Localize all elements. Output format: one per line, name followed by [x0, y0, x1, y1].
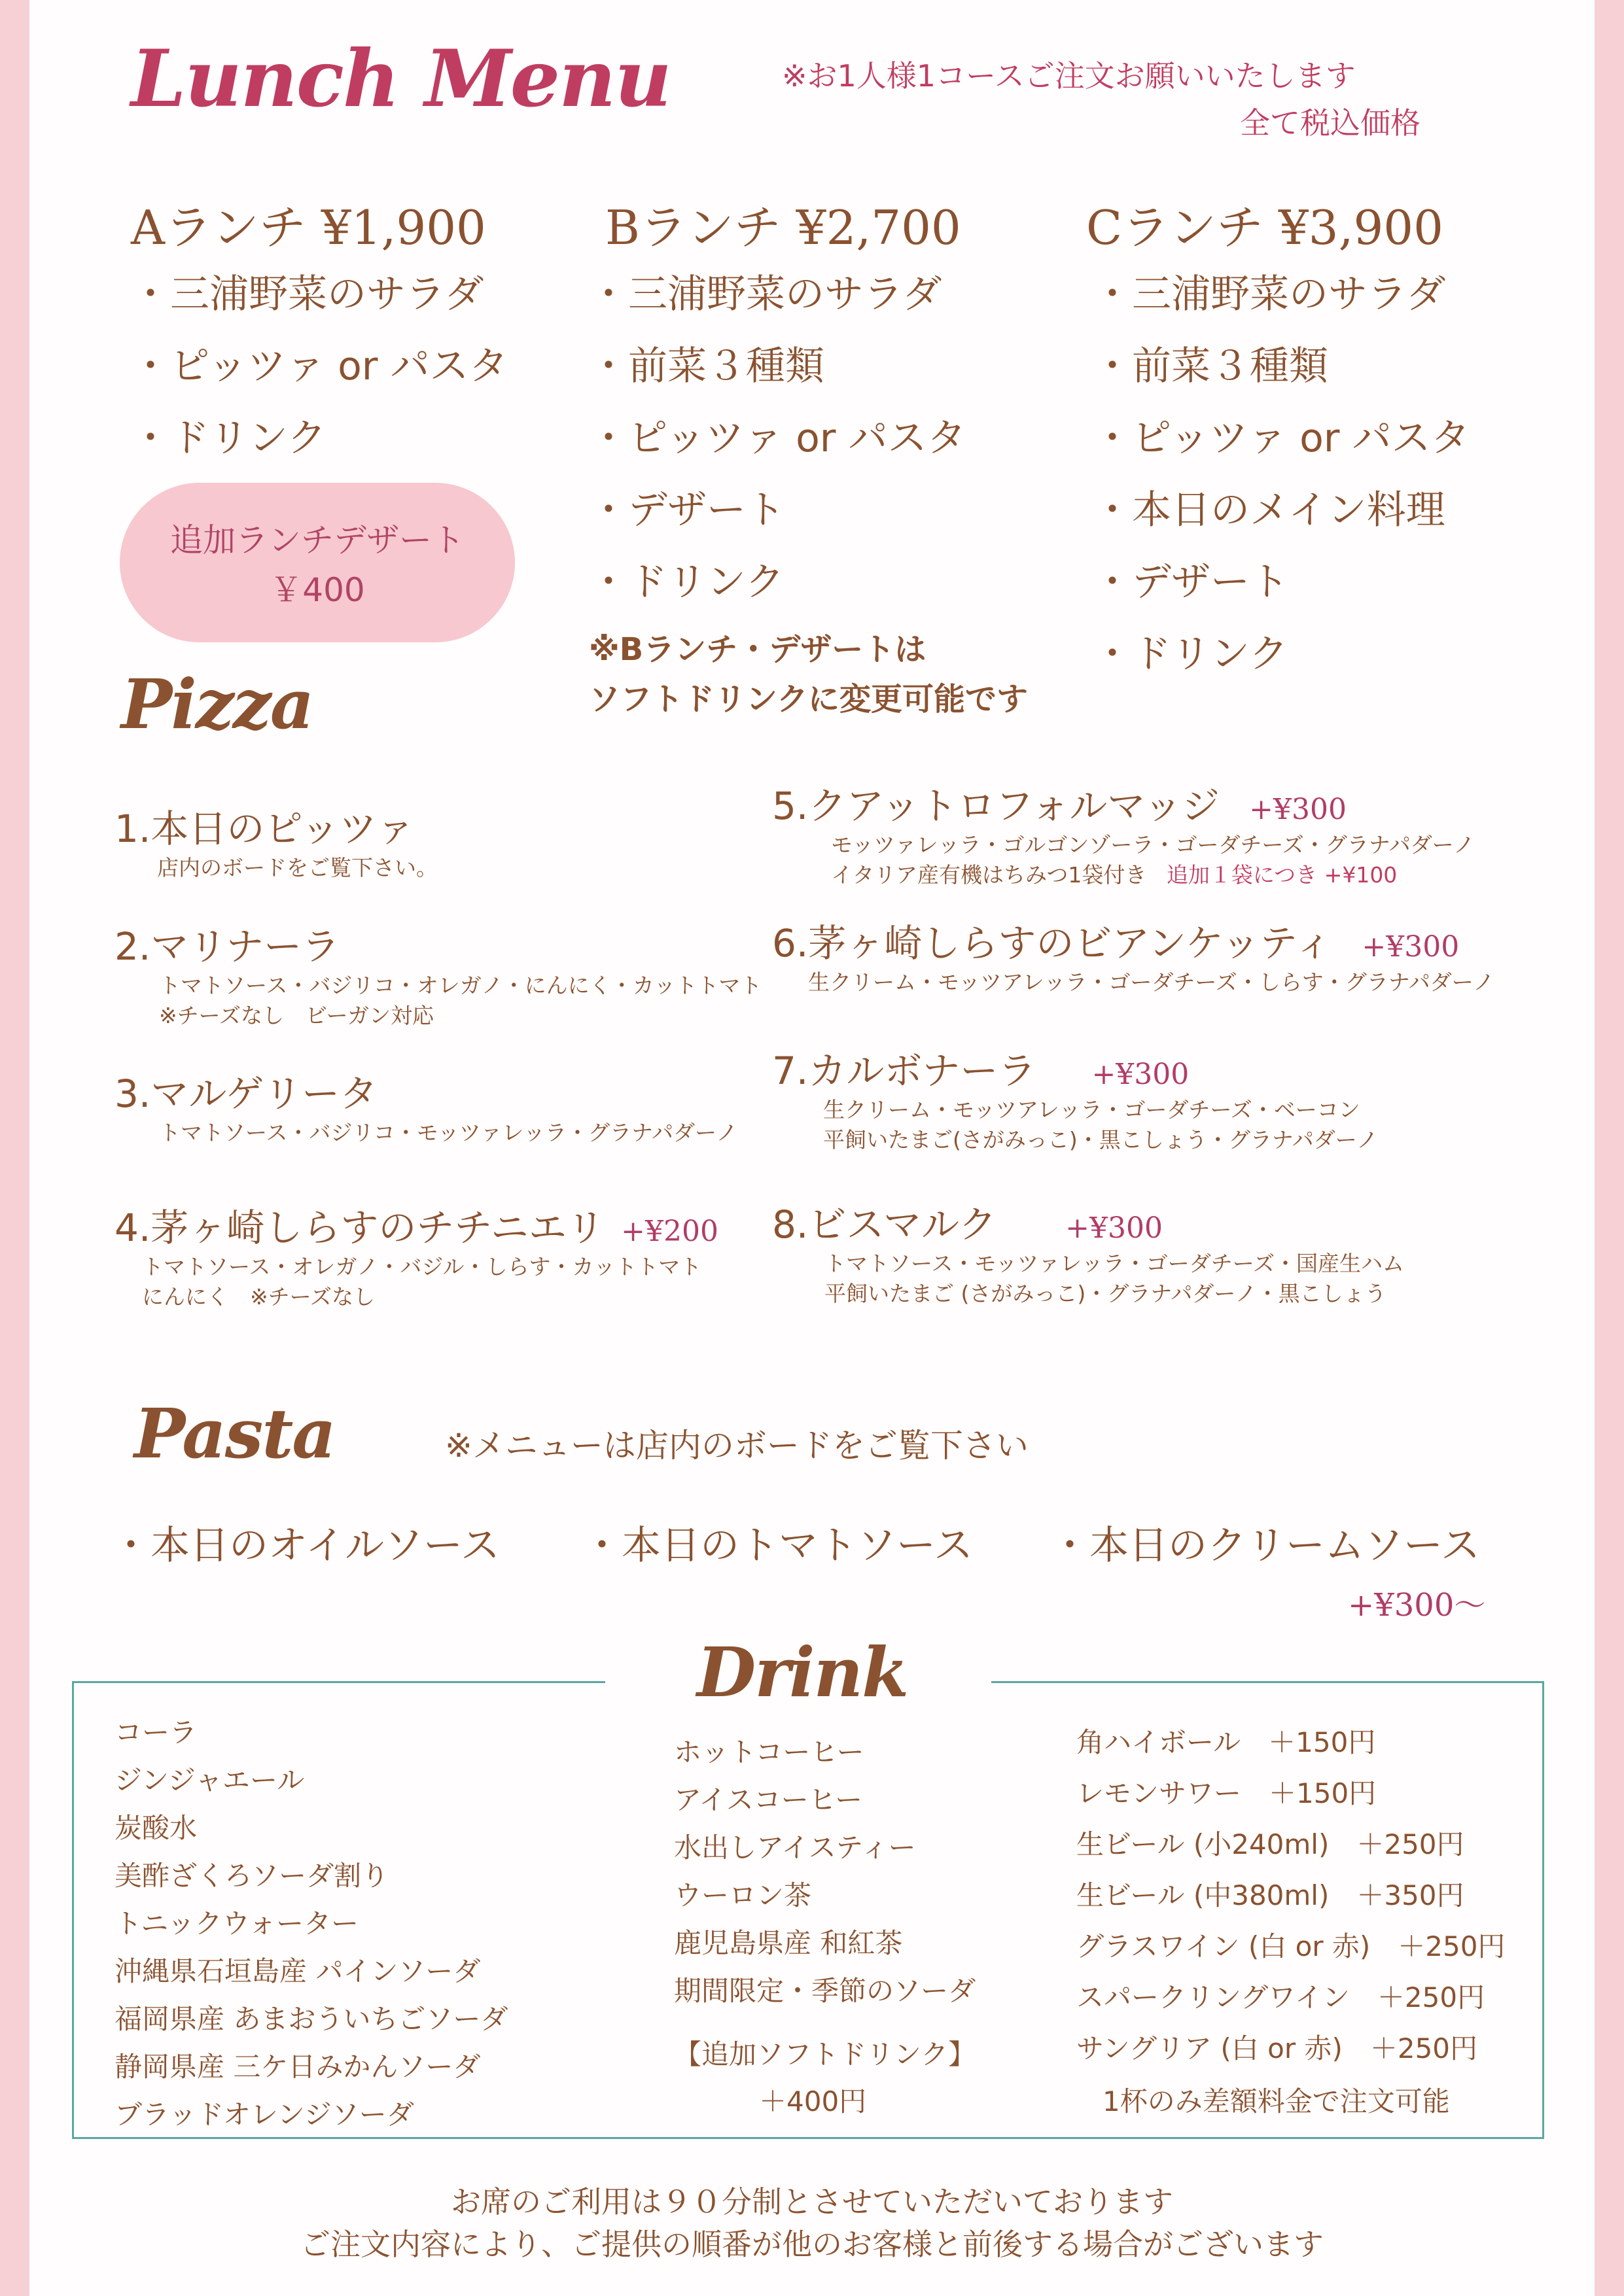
- list-item: トニックウォーター: [115, 1907, 359, 1939]
- pizza-name: 2.マリナーラ: [115, 924, 340, 969]
- top-note-order: ※お1人様1コースご注文お願いいたします: [782, 58, 1356, 94]
- pizza-desc: イタリア産有機はちみつ1袋付き: [831, 862, 1147, 888]
- pizza-price: +¥200: [621, 1215, 718, 1248]
- list-item: ・三浦野菜のサラダ: [131, 271, 484, 317]
- list-item: 生ビール (小240ml) ＋250円: [1076, 1828, 1464, 1860]
- pizza-item-1: [115, 798, 438, 883]
- pizza-name: 4.茅ヶ崎しらすのチチニエリ: [115, 1206, 605, 1250]
- list-item: サングリア (白 or 赤) ＋250円: [1076, 2032, 1478, 2064]
- lunch-a-title: Aランチ ¥1,900: [131, 200, 486, 255]
- pasta-oil: ・本日のオイルソース: [111, 1523, 500, 1569]
- alcohol-note: 1杯のみ差額料金で注文可能: [1103, 2085, 1450, 2117]
- lunch-c-items: [1093, 258, 1470, 690]
- pizza-item-3: [115, 1063, 737, 1148]
- list-item: ・デザート: [1093, 559, 1289, 605]
- b-lunch-note: [589, 625, 1028, 724]
- pizza-name: 5.クアットロフォルマッジ: [772, 784, 1220, 828]
- pizza-name: 7.カルボナーラ: [772, 1049, 1036, 1093]
- pasta-note: ※メニューは店内のボードをご覧下さい: [445, 1427, 1029, 1465]
- list-item: 福岡県産 あまおういちごソーダ: [115, 2003, 508, 2035]
- pizza-price: +¥300: [1065, 1211, 1163, 1245]
- pasta-heading: Pasta: [134, 1393, 335, 1474]
- pizza-item-4: [115, 1197, 718, 1312]
- pizza-name: 6.茅ヶ崎しらすのビアンケッティ: [772, 921, 1333, 965]
- list-item: 炭酸水: [115, 1812, 198, 1844]
- list-item: ・前菜３種類: [589, 343, 824, 389]
- pizza-desc: ※チーズなし ビーガン対応: [159, 1003, 434, 1028]
- list-item: コーラ: [115, 1716, 198, 1748]
- list-item: ・デザート: [589, 487, 785, 533]
- pasta-cream-price: +¥300〜: [1348, 1587, 1486, 1624]
- drink-heading: Drink: [697, 1632, 908, 1713]
- list-item: 沖縄県石垣島産 パインソーダ: [115, 1955, 481, 1987]
- list-item: スパークリングワイン ＋250円: [1076, 1981, 1485, 2013]
- pizza-item-8: [772, 1194, 1404, 1309]
- lunch-c-title: Cランチ ¥3,900: [1086, 200, 1443, 255]
- pizza-item-5: [772, 775, 1475, 890]
- list-item: ・ピッツァ or パスタ: [1093, 415, 1470, 461]
- addon-label: 追加ランチデザート: [170, 521, 465, 559]
- list-item: 鹿児島県産 和紅茶: [674, 1927, 903, 1959]
- addon-dessert-badge: [120, 483, 515, 642]
- list-item: 生ビール (中380ml) ＋350円: [1076, 1879, 1464, 1911]
- list-item: 水出しアイスティー: [674, 1832, 916, 1864]
- list-item: ・ドリンク: [1093, 631, 1288, 677]
- footer-line-1: お席のご利用は９０分制とさせていただいております: [451, 2184, 1173, 2219]
- pasta-cream: ・本日のクリームソース: [1050, 1523, 1480, 1569]
- list-item: 静岡県産 三ケ日みかんソーダ: [115, 2051, 481, 2083]
- pizza-desc: モッツァレッラ・ゴルゴンゾーラ・ゴーダチーズ・グラナパダーノ: [831, 832, 1475, 858]
- footer-line-2: ご注文内容により、ご提供の順番が他のお客様と前後する場合がございます: [300, 2227, 1324, 2262]
- page-title: Lunch Menu: [131, 33, 671, 125]
- pizza-name: 1.本日のピッツァ: [115, 807, 415, 851]
- list-item: アイスコーヒー: [674, 1784, 863, 1816]
- pizza-item-6: [772, 913, 1494, 998]
- pizza-price: +¥300: [1091, 1058, 1190, 1091]
- pizza-desc: トマトソース・バジリコ・モッツァレッラ・グラナパダーノ: [159, 1120, 738, 1145]
- list-item: ・三浦野菜のサラダ: [1093, 271, 1446, 317]
- pizza-desc: トマトソース・バジリコ・オレガノ・にんにく・カットトマト: [159, 973, 762, 998]
- drink-col-coffee-tea: [674, 1728, 976, 2015]
- pizza-price: +¥300: [1362, 930, 1460, 964]
- list-item: 美酢ざくろソーダ割り: [115, 1860, 389, 1892]
- pizza-item-2: [115, 916, 762, 1031]
- pizza-desc: トマトソース・モッツァレッラ・ゴーダチーズ・国産生ハム: [824, 1251, 1405, 1276]
- b-note-line1: ※Bランチ・デザートは: [589, 631, 927, 668]
- drink-col-alcohol: [1076, 1717, 1505, 2074]
- extra-soft-drink-price: ＋400円: [759, 2085, 867, 2117]
- pizza-desc: 平飼いたまご(さがみっこ)・黒こしょう・グラナパダーノ: [823, 1127, 1379, 1153]
- list-item: ・ドリンク: [131, 415, 327, 461]
- pizza-heading: Pizza: [121, 664, 313, 744]
- lunch-b-title: Bランチ ¥2,700: [605, 200, 961, 255]
- list-item: ・前菜３種類: [1093, 343, 1328, 389]
- list-item: ・ピッツァ or パスタ: [589, 415, 966, 461]
- pizza-desc: トマトソース・オレガノ・バジル・しらす・カットトマト: [142, 1254, 702, 1279]
- list-item: ウーロン茶: [674, 1879, 812, 1911]
- pizza-name: 3.マルゲリータ: [115, 1071, 378, 1116]
- top-note-tax: 全て税込価格: [1240, 105, 1421, 141]
- list-item: ・ピッツァ or パスタ: [131, 343, 508, 389]
- pasta-tomato: ・本日のトマトソース: [582, 1523, 973, 1569]
- pizza-desc: 生クリーム・モッツアレッラ・ゴーダチーズ・しらす・グラナパダーノ: [808, 969, 1495, 995]
- pizza-honey-extra: 追加１袋につき +¥100: [1166, 862, 1398, 888]
- pizza-desc: 生クリーム・モッツアレッラ・ゴーダチーズ・ベーコン: [823, 1097, 1360, 1122]
- pizza-price: +¥300: [1249, 793, 1347, 826]
- addon-price: ￥400: [270, 571, 365, 609]
- pizza-desc: 店内のボードをご覧下さい。: [157, 855, 438, 880]
- b-note-line2: ソフトドリンクに変更可能です: [589, 681, 1029, 718]
- list-item: ブラッドオレンジソーダ: [115, 2098, 414, 2131]
- list-item: ・本日のメイン料理: [1093, 487, 1445, 533]
- pizza-desc: 平飼いたまご (さがみっこ)・グラナパダーノ・黒こしょう: [824, 1281, 1386, 1306]
- lunch-b-items: [589, 258, 966, 618]
- pizza-desc: にんにく ※チーズなし: [142, 1284, 376, 1310]
- drink-col-soft: [115, 1709, 508, 2138]
- extra-soft-drink-label: 【追加ソフトドリンク】: [674, 2038, 976, 2070]
- list-item: ・三浦野菜のサラダ: [589, 271, 942, 317]
- list-item: ホットコーヒー: [674, 1736, 864, 1768]
- list-item: グラスワイン (白 or 赤) ＋250円: [1076, 1930, 1506, 1962]
- list-item: ・ドリンク: [589, 559, 785, 605]
- lunch-a-items: [131, 258, 508, 474]
- pizza-name: 8.ビスマルク: [772, 1202, 997, 1247]
- pizza-item-7: [772, 1040, 1378, 1155]
- list-item: レモンサワー ＋150円: [1076, 1777, 1377, 1809]
- list-item: 角ハイボール ＋150円: [1076, 1726, 1376, 1758]
- list-item: 期間限定・季節のソーダ: [674, 1975, 976, 2007]
- list-item: ジンジャエール: [115, 1764, 305, 1796]
